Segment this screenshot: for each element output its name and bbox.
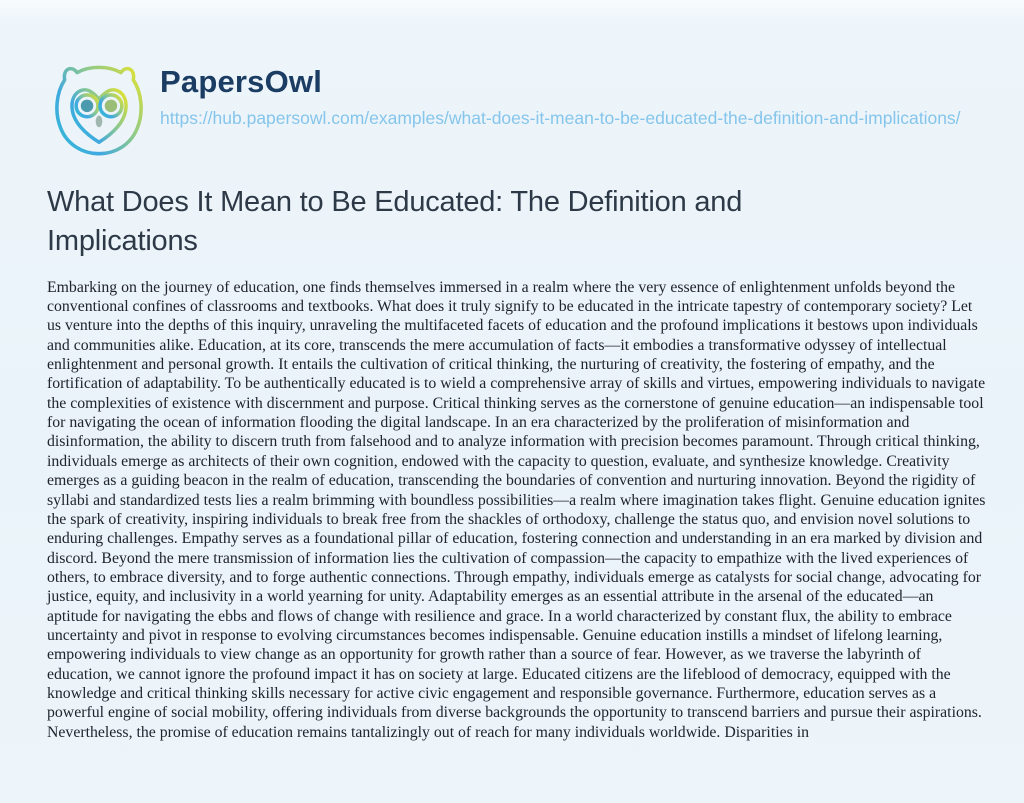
owl-right-eye bbox=[105, 100, 117, 112]
owl-icon bbox=[47, 58, 151, 162]
papersowl-logo bbox=[47, 58, 151, 162]
owl-beak bbox=[96, 116, 103, 128]
source-url-link[interactable]: https://hub.papersowl.com/examples/what-does-it-mean-to-be-educated-the-definition-and-implications/ bbox=[160, 108, 961, 129]
essay-title: What Does It Mean to Be Educated: The Definition and Implications bbox=[47, 186, 743, 257]
header bbox=[47, 57, 985, 162]
header-text bbox=[160, 57, 961, 132]
essay-body-paragraph: Embarking on the journey of education, one finds themselves immersed in a realm where the very essence of enlightenment unfolds beyond the conventional confines of classrooms and textbooks. What does it truly signify to be educated in the intricate tapestry of contemporary society? Let us venture into the depths of this inquiry, unraveling the multifaceted facets of education and the profound implications it bestows upon individuals and communities alike. Education, at its core, transcends the mere accumulation of facts—it embodies a transformative odyssey of intellectual enlightenment and personal growth. It entails the cultivation of critical thinking, the nurturing of creativity, the fostering of empathy, and the fortification of adaptability. To be authentically educated is to wield a comprehensive array of skills and virtues, empowering individuals to navigate the complexities of existence with discernment and purpose. Critical thinking serves as the cornerstone of genuine education—an indispensable tool for navigating the ocean of information flooding the digital landscape. In an era characterized by the proliferation of misinformation and disinformation, the ability to discern truth from falsehood and to analyze information with precision becomes paramount. Through critical thinking, individuals emerge as architects of their own cognition, endowed with the capacity to question, evaluate, and synthesize knowledge. Creativity emerges as a guiding beacon in the realm of education, transcending the boundaries of convention and nurturing innovation. Beyond the rigidity of syllabi and standardized tests lies a realm brimming with boundless possibilities—a realm where imagination takes flight. Genuine education ignites the spark of creativity, inspiring individuals to break free from the shackles of orthodoxy, challenge the status quo, and envision novel solutions to enduring challenges. Empathy serves as a foundational pillar of education, fostering connection and understanding in an era marked by division and discord. Beyond the mere transmission of information lies the cultivation of compassion—the capacity to empathize with the lived experiences of others, to embrace diversity, and to forge authentic connections. Through empathy, individuals emerge as catalysts for social change, advocating for justice, equity, and inclusivity in a world yearning for unity. Adaptability emerges as an essential attribute in the arsenal of the educated—an aptitude for navigating the ebbs and flows of change with resilience and grace. In a world characterized by constant flux, the ability to embrace uncertainty and pivot in response to evolving circumstances becomes indispensable. Genuine education instills a mindset of lifelong learning, empowering individuals to view change as an opportunity for growth rather than a source of fear. However, as we traverse the labyrinth of education, we cannot ignore the profound impact it has on society at large. Educated citizens are the lifeblood of democracy, equipped with the knowledge and critical thinking skills necessary for active civic engagement and responsible governance. Furthermore, education serves as a powerful engine of social mobility, offering individuals from diverse backgrounds the opportunity to transcend barriers and pursue their aspirations. Nevertheless, the promise of education remains tantalizingly out of reach for many individuals worldwide. Disparities in bbox=[47, 278, 986, 741]
brand-title: PapersOwl bbox=[160, 64, 323, 99]
owl-left-eye bbox=[81, 100, 93, 112]
